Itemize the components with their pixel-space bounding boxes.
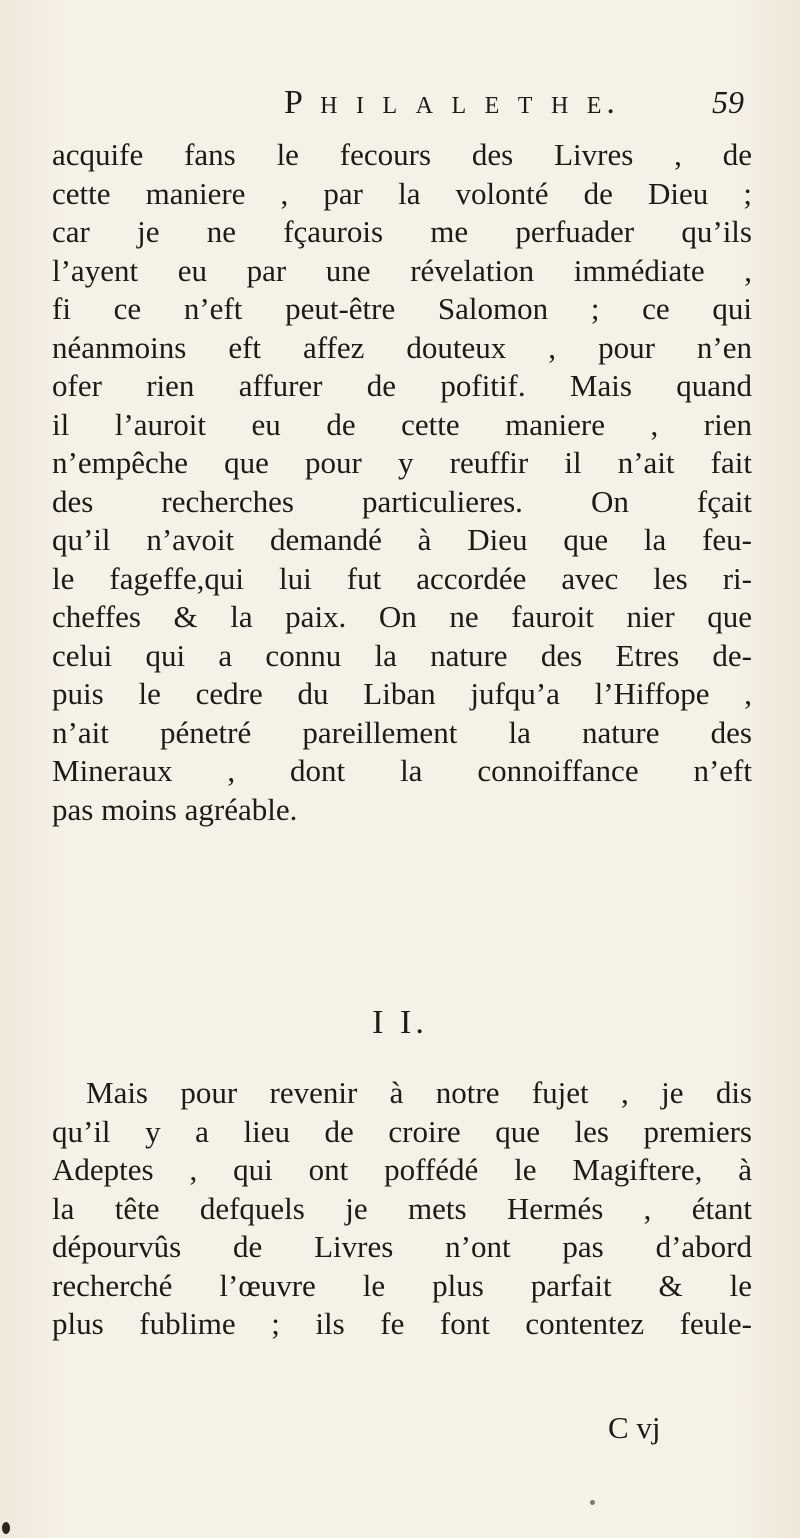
text-line: des recherches particulieres. On fçait [52, 483, 752, 519]
running-head [0, 84, 800, 134]
text-line: l’ayent eu par une révelation immédiate , [52, 252, 752, 288]
running-title: P h i l a l e t h e. [284, 84, 620, 121]
text-line: fi ce n’eft peut-être Salomon ; ce qui [52, 291, 752, 326]
text-line: Mais pour revenir à notre fujet , je dis [86, 1075, 752, 1110]
text-line: n’ait pénetré pareillement la nature des [52, 714, 752, 750]
text-line: n’empêche que pour y reuffir il n’ait fait [52, 445, 752, 480]
text-line: néanmoins eft affez douteux , pour n’en [52, 329, 752, 365]
text-line: cette maniere , par la volonté de Dieu ; [52, 175, 752, 211]
text-line: celui qui a connu la nature des Etres de- [52, 637, 752, 673]
text-line: Adeptes , qui ont poffédé le Magiftere, à [52, 1152, 752, 1187]
text-line: plus fublime ; ils fe font contentez feule- [52, 1306, 752, 1341]
text-line: car je ne fçaurois me perfuader qu’ils [52, 214, 752, 249]
text-line: la tête defquels je mets Hermés , étant [52, 1190, 752, 1226]
text-line: cheffes & la paix. On ne fauroit nier que [52, 599, 752, 634]
ink-speck [2, 1522, 10, 1534]
paragraph-2 [52, 1074, 752, 1344]
text-line: recherché l’œuvre le plus parfait & le [52, 1267, 752, 1303]
text-line: pas moins agréable. [52, 791, 298, 827]
text-line: acquife fans le fecours des Livres , de [52, 137, 752, 172]
text-line: qu’il y a lieu de croire que les premiers [52, 1113, 752, 1149]
text-line: il l’auroit eu de cette maniere , rien [52, 406, 752, 442]
text-line: puis le cedre du Liban jufqu’a l’Hiffope , [52, 676, 752, 711]
ink-speck [590, 1500, 595, 1505]
page-number: 59 [712, 84, 744, 120]
text-line: dépourvûs de Livres n’ont pas d’abord [52, 1229, 752, 1264]
text-line: ofer rien affurer de pofitif. Mais quand [52, 368, 752, 403]
paragraph-1 [52, 136, 752, 829]
text-line: Mineraux , dont la connoiffance n’eft [52, 753, 752, 788]
text-line: qu’il n’avoit demandé à Dieu que la feu- [52, 522, 752, 557]
text-line: le fageffe,qui lui fut accordée avec les ri- [52, 560, 752, 596]
section-heading: I I. [372, 1004, 428, 1041]
signature-mark: C vj [608, 1410, 661, 1445]
